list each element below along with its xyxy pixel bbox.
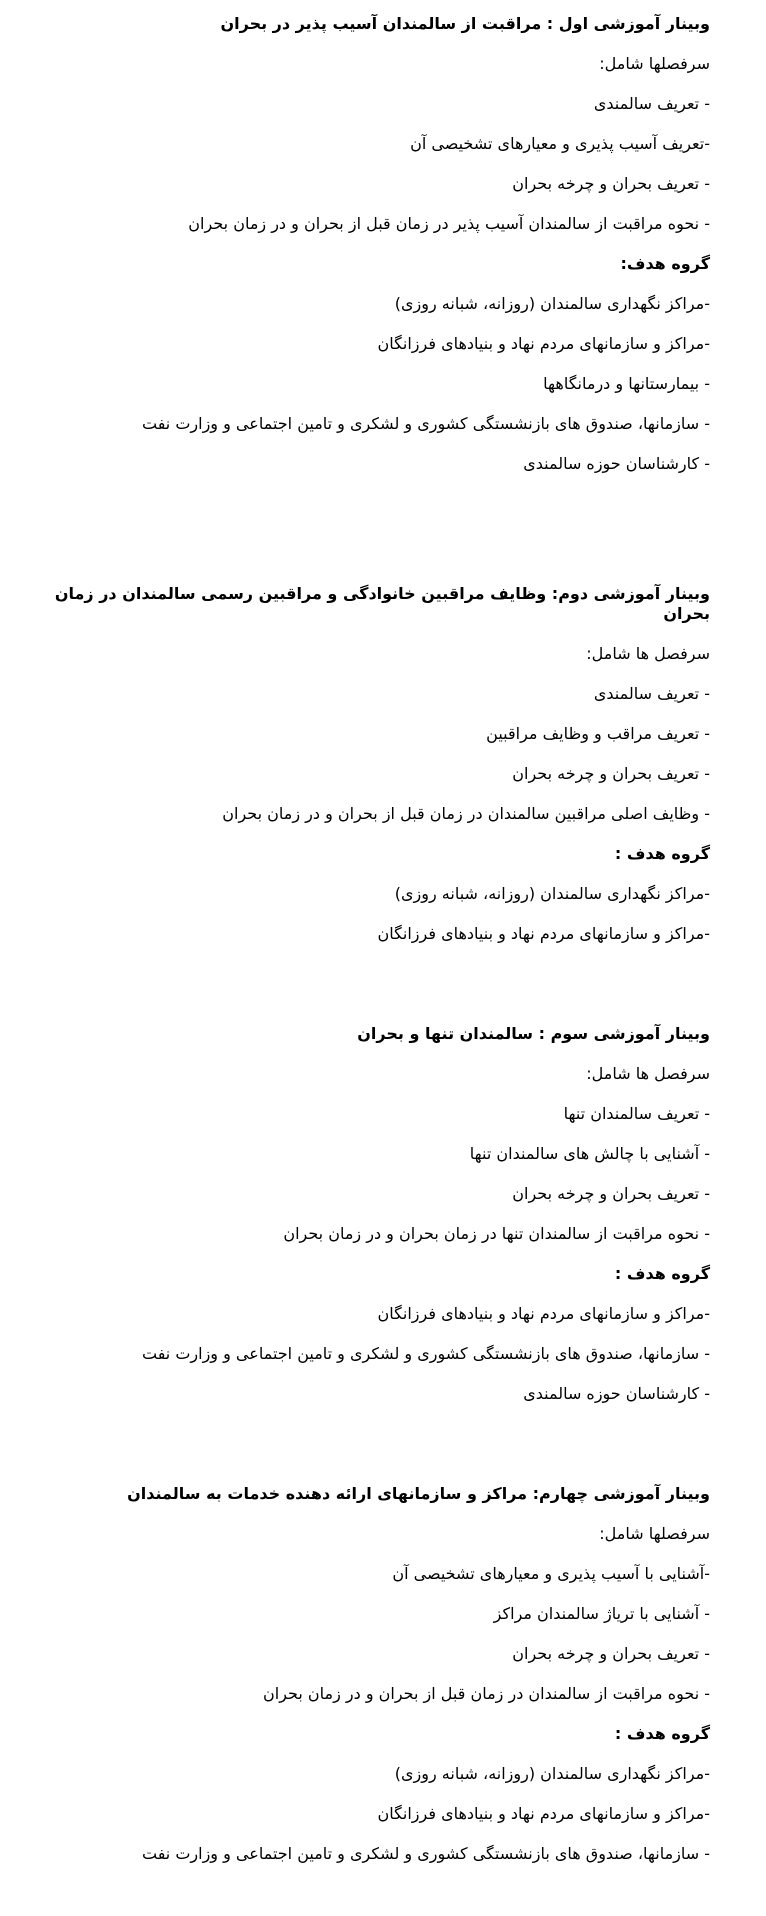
audience-label: گروه هدف: [620,254,710,273]
topic-item: - نحوه مراقبت از سالمندان تنها در زمان بحران و در زمان بحران [283,1224,710,1243]
section-title: وبینار آموزشی اول : مراقبت از سالمندان آسیب پذیر در بحران [220,14,710,33]
topic-item: -تعریف آسیب پذیری و معیارهای تشخیصی آن [410,134,710,153]
webinar-section-3 [40,964,710,1404]
topics-label: سرفصل ها شامل: [586,1064,710,1083]
audience-label: گروه هدف : [614,844,710,863]
audience-label: گروه هدف : [614,1724,710,1743]
audience-item: - سازمانها، صندوق های بازنشستگی کشوری و لشکری و تامین اجتماعی و وزارت نفت [142,1344,710,1363]
audience-item: - کارشناسان حوزه سالمندی [523,1384,710,1403]
topic-item: - تعریف سالمندی [593,94,710,113]
topics-label: سرفصل ها شامل: [586,644,710,663]
topic-item: - نحوه مراقبت از سالمندان آسیب پذیر در زمان قبل از بحران و در زمان بحران [188,214,710,233]
audience-item: -مراکز و سازمانهای مردم نهاد و بنیادهای فرزانگان [377,1304,710,1323]
webinar-section-4 [40,1424,710,1864]
topic-item: - تعریف سالمندی [593,684,710,703]
audience-item: -مراکز و سازمانهای مردم نهاد و بنیادهای فرزانگان [377,334,710,353]
topic-item: - آشنایی با چالش های سالمندان تنها [469,1144,710,1163]
topics-label: سرفصلها شامل: [599,54,710,73]
topic-item: -آشنایی با آسیب پذیری و معیارهای تشخیصی آن [392,1564,710,1583]
topic-item: - تعریف بحران و چرخه بحران [512,1644,710,1663]
section-title: وبینار آموزشی چهارم: مراکز و سازمانهای ارائه دهنده خدمات به سالمندان [127,1484,710,1503]
topic-item: - تعریف بحران و چرخه بحران [512,174,710,193]
topic-item: - وظایف اصلی مراقبین سالمندان در زمان قبل از بحران و در زمان بحران [222,804,710,823]
audience-item: -مراکز و سازمانهای مردم نهاد و بنیادهای فرزانگان [377,924,710,943]
audience-item: -مراکز نگهداری سالمندان (روزانه، شبانه روزی) [394,884,710,903]
audience-item: -مراکز و سازمانهای مردم نهاد و بنیادهای فرزانگان [377,1804,710,1823]
topic-item: - تعریف مراقب و وظایف مراقبین [486,724,710,743]
audience-item: - سازمانها، صندوق های بازنشستگی کشوری و لشکری و تامین اجتماعی و وزارت نفت [142,414,710,433]
topic-item: - تعریف بحران و چرخه بحران [512,1184,710,1203]
audience-item: - کارشناسان حوزه سالمندی [523,454,710,473]
section-title: وبینار آموزشی دوم: وظایف مراقبین خانوادگی و مراقبین رسمی سالمندان در زمان بحران [54,584,710,623]
audience-item: -مراکز نگهداری سالمندان (روزانه، شبانه روزی) [394,1764,710,1783]
audience-item: - بیمارستانها و درمانگاهها [543,374,710,393]
section-title: وبینار آموزشی سوم : سالمندان تنها و بحران [357,1024,710,1043]
topic-item: - آشنایی با تریاژ سالمندان مراکز [493,1604,710,1623]
audience-item: -مراکز نگهداری سالمندان (روزانه، شبانه روزی) [394,294,710,313]
topics-label: سرفصلها شامل: [599,1524,710,1543]
topic-item: - تعریف بحران و چرخه بحران [512,764,710,783]
topic-item: - نحوه مراقبت از سالمندان در زمان قبل از بحران و در زمان بحران [263,1684,710,1703]
webinar-section-2 [40,494,710,944]
webinar-section-1 [40,14,710,474]
audience-label: گروه هدف : [614,1264,710,1283]
topic-item: - تعریف سالمندان تنها [563,1104,710,1123]
audience-item: - سازمانها، صندوق های بازنشستگی کشوری و لشکری و تامین اجتماعی و وزارت نفت [142,1844,710,1863]
